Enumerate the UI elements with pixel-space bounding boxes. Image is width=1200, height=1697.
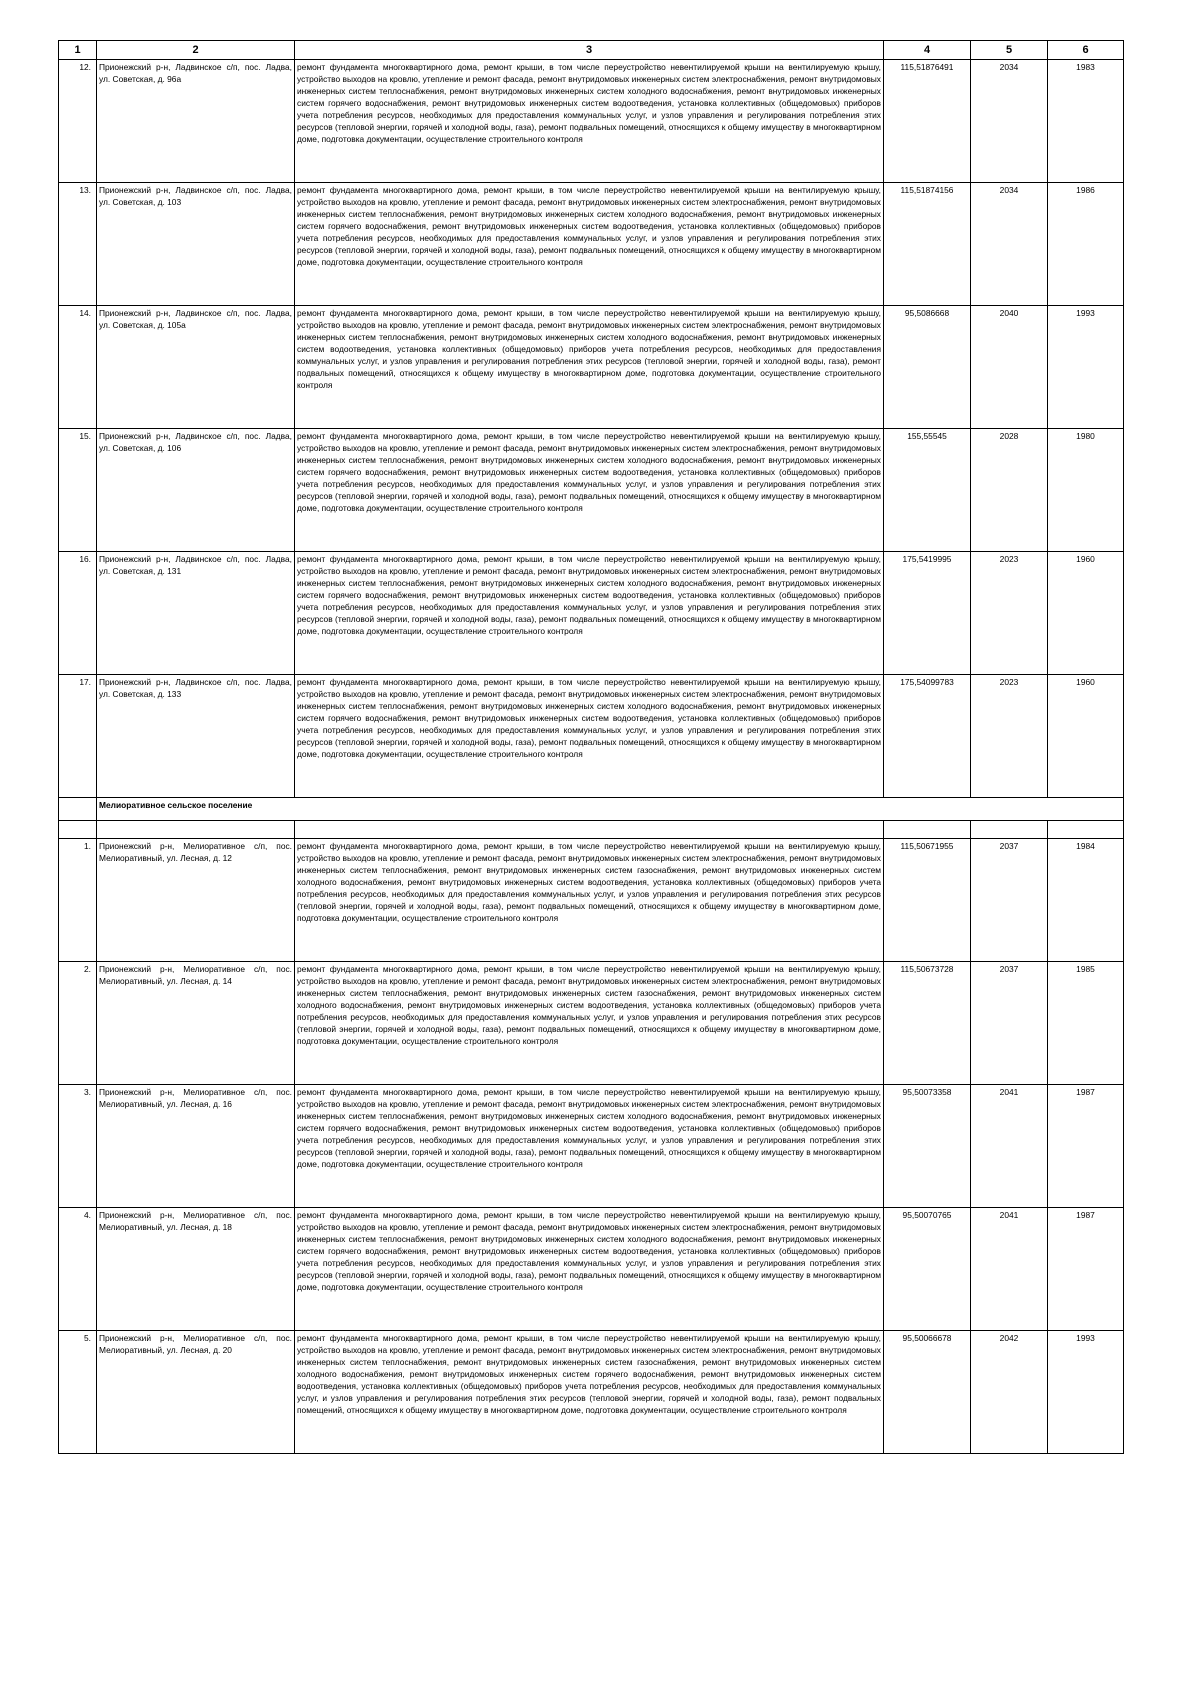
year-built: 1987: [1048, 1085, 1124, 1208]
planned-year: 2041: [971, 1085, 1048, 1208]
planned-year: 2028: [971, 429, 1048, 552]
year-built: 1987: [1048, 1208, 1124, 1331]
table-row: [59, 552, 1124, 675]
building-address: Прионежский р-н, Мелиоративное с/п, пос. Мелиоративный, ул. Лесная, д. 12: [97, 839, 295, 962]
building-address: Прионежский р-н, Ладвинское с/п, пос. Ладва, ул. Советская, д. 131: [97, 552, 295, 675]
cost-value: 115,50671955: [884, 839, 971, 962]
row-number: 16.: [59, 552, 97, 675]
row-number: 17.: [59, 675, 97, 798]
cost-value: 175,5419995: [884, 552, 971, 675]
table-row: [59, 429, 1124, 552]
empty-cell: [971, 821, 1048, 839]
repair-works: ремонт фундамента многоквартирного дома, ремонт крыши, в том числе переустройство невентилируемой крыши на вентилируемую крышу, устройство выходов на кровлю, утепление и ремонт фасада, ремонт внутридомовых инженерных систем электроснабжения, ремонт внутридомовых инженерных систем теплоснабжения, ремонт внутридомовых инженерных систем холодного водоснабжения, ремонт внутридомовых инженерных систем горячего водоснабжения, ремонт внутридомовых инженерных систем водоотведения, установка коллективных (общедомовых) приборов учета потребления ресурсов, необходимых для предоставления коммунальных услуг, и узлов управления и регулирования потребления этих ресурсов (тепловой энергии, горячей и холодной воды, газа), ремонт подвальных помещений, относящихся к общему имуществу в многоквартирном доме, подготовка документации, осуществление строительного контроля: [295, 60, 884, 183]
cost-value: 95,50070765: [884, 1208, 971, 1331]
section-title: Мелиоративное сельское поселение: [97, 798, 1124, 821]
year-built: 1984: [1048, 839, 1124, 962]
table-row: [59, 962, 1124, 1085]
row-number: 13.: [59, 183, 97, 306]
row-number: 12.: [59, 60, 97, 183]
repair-works: ремонт фундамента многоквартирного дома, ремонт крыши, в том числе переустройство невентилируемой крыши на вентилируемую крышу, устройство выходов на кровлю, утепление и ремонт фасада, ремонт внутридомовых инженерных систем электроснабжения, ремонт внутридомовых инженерных систем теплоснабжения, ремонт внутридомовых инженерных систем газоснабжения, ремонт внутридомовых инженерных систем холодного водоснабжения, ремонт внутридомовых инженерных систем водоотведения, установка коллективных (общедомовых) приборов учета потребления ресурсов, необходимых для предоставления коммунальных услуг, и узлов управления и регулирования потребления этих ресурсов (тепловой энергии, горячей и холодной воды, газа), ремонт подвальных помещений, относящихся к общему имуществу в многоквартирном доме, подготовка документации, осуществление строительного контроля: [295, 962, 884, 1085]
repair-works: ремонт фундамента многоквартирного дома, ремонт крыши, в том числе переустройство невентилируемой крыши на вентилируемую крышу, устройство выходов на кровлю, утепление и ремонт фасада, ремонт внутридомовых инженерных систем электроснабжения, ремонт внутридомовых инженерных систем теплоснабжения, ремонт внутридомовых инженерных систем холодного водоснабжения, ремонт внутридомовых инженерных систем горячего водоснабжения, ремонт внутридомовых инженерных систем водоотведения, установка коллективных (общедомовых) приборов учета потребления ресурсов, необходимых для предоставления коммунальных услуг, и узлов управления и регулирования потребления этих ресурсов (тепловой энергии, горячей и холодной воды, газа), ремонт подвальных помещений, относящихся к общему имуществу в многоквартирном доме, подготовка документации, осуществление строительного контроля: [295, 552, 884, 675]
cost-value: 115,50673728: [884, 962, 971, 1085]
table-row: [59, 1331, 1124, 1454]
repair-works: ремонт фундамента многоквартирного дома, ремонт крыши, в том числе переустройство невентилируемой крыши на вентилируемую крышу, устройство выходов на кровлю, утепление и ремонт фасада, ремонт внутридомовых инженерных систем электроснабжения, ремонт внутридомовых инженерных систем теплоснабжения, ремонт внутридомовых инженерных систем холодного водоснабжения, ремонт внутридомовых инженерных систем горячего водоснабжения, ремонт внутридомовых инженерных систем водоотведения, установка коллективных (общедомовых) приборов учета потребления ресурсов, необходимых для предоставления коммунальных услуг, и узлов управления и регулирования потребления этих ресурсов (тепловой энергии, горячей и холодной воды, газа), ремонт подвальных помещений, относящихся к общему имуществу в многоквартирном доме, подготовка документации, осуществление строительного контроля: [295, 1208, 884, 1331]
cost-value: 95,5086668: [884, 306, 971, 429]
building-address: Прионежский р-н, Ладвинское с/п, пос. Ладва, ул. Советская, д. 105а: [97, 306, 295, 429]
table-row: [59, 60, 1124, 183]
column-header-1: 1: [59, 41, 97, 60]
building-address: Прионежский р-н, Ладвинское с/п, пос. Ладва, ул. Советская, д. 133: [97, 675, 295, 798]
building-address: Прионежский р-н, Мелиоративное с/п, пос. Мелиоративный, ул. Лесная, д. 18: [97, 1208, 295, 1331]
building-address: Прионежский р-н, Мелиоративное с/п, пос. Мелиоративный, ул. Лесная, д. 16: [97, 1085, 295, 1208]
building-address: Прионежский р-н, Ладвинское с/п, пос. Ладва, ул. Советская, д. 103: [97, 183, 295, 306]
repair-works: ремонт фундамента многоквартирного дома, ремонт крыши, в том числе переустройство невентилируемой крыши на вентилируемую крышу, устройство выходов на кровлю, утепление и ремонт фасада, ремонт внутридомовых инженерных систем электроснабжения, ремонт внутридомовых инженерных систем теплоснабжения, ремонт внутридомовых инженерных систем холодного водоснабжения, ремонт внутридомовых инженерных систем водоотведения, установка коллективных (общедомовых) приборов учета потребления ресурсов, необходимых для предоставления коммунальных услуг, и узлов управления и регулирования потребления этих ресурсов (тепловой энергии, горячей и холодной воды, газа), ремонт подвальных помещений, относящихся к общему имуществу в многоквартирном доме, подготовка документации, осуществление строительного контроля: [295, 306, 884, 429]
row-number: 5.: [59, 1331, 97, 1454]
planned-year: 2034: [971, 183, 1048, 306]
cost-value: 115,51876491: [884, 60, 971, 183]
year-built: 1993: [1048, 1331, 1124, 1454]
cost-value: 95,50073358: [884, 1085, 971, 1208]
column-header-6: 6: [1048, 41, 1124, 60]
column-header-5: 5: [971, 41, 1048, 60]
year-built: 1960: [1048, 675, 1124, 798]
spacer-row: [59, 821, 1124, 839]
planned-year: 2041: [971, 1208, 1048, 1331]
repair-works: ремонт фундамента многоквартирного дома, ремонт крыши, в том числе переустройство невентилируемой крыши на вентилируемую крышу, устройство выходов на кровлю, утепление и ремонт фасада, ремонт внутридомовых инженерных систем электроснабжения, ремонт внутридомовых инженерных систем теплоснабжения, ремонт внутридомовых инженерных систем холодного водоснабжения, ремонт внутридомовых инженерных систем горячего водоснабжения, ремонт внутридомовых инженерных систем водоотведения, установка коллективных (общедомовых) приборов учета потребления ресурсов, необходимых для предоставления коммунальных услуг, и узлов управления и регулирования потребления этих ресурсов (тепловой энергии, горячей и холодной воды, газа), ремонт подвальных помещений, относящихся к общему имуществу в многоквартирном доме, подготовка документации, осуществление строительного контроля: [295, 183, 884, 306]
building-address: Прионежский р-н, Ладвинское с/п, пос. Ладва, ул. Советская, д. 106: [97, 429, 295, 552]
column-header-4: 4: [884, 41, 971, 60]
year-built: 1983: [1048, 60, 1124, 183]
planned-year: 2037: [971, 962, 1048, 1085]
row-number: 3.: [59, 1085, 97, 1208]
cost-value: 115,51874156: [884, 183, 971, 306]
building-address: Прионежский р-н, Мелиоративное с/п, пос. Мелиоративный, ул. Лесная, д. 14: [97, 962, 295, 1085]
planned-year: 2023: [971, 675, 1048, 798]
year-built: 1985: [1048, 962, 1124, 1085]
building-address: Прионежский р-н, Ладвинское с/п, пос. Ладва, ул. Советская, д. 96а: [97, 60, 295, 183]
planned-year: 2042: [971, 1331, 1048, 1454]
table-header-row: [59, 41, 1124, 60]
row-number: 14.: [59, 306, 97, 429]
table-row: [59, 839, 1124, 962]
row-number: 2.: [59, 962, 97, 1085]
year-built: 1993: [1048, 306, 1124, 429]
building-address: Прионежский р-н, Мелиоративное с/п, пос. Мелиоративный, ул. Лесная, д. 20: [97, 1331, 295, 1454]
repair-works: ремонт фундамента многоквартирного дома, ремонт крыши, в том числе переустройство невентилируемой крыши на вентилируемую крышу, устройство выходов на кровлю, утепление и ремонт фасада, ремонт внутридомовых инженерных систем электроснабжения, ремонт внутридомовых инженерных систем теплоснабжения, ремонт внутридомовых инженерных систем холодного водоснабжения, ремонт внутридомовых инженерных систем горячего водоснабжения, ремонт внутридомовых инженерных систем водоотведения, установка коллективных (общедомовых) приборов учета потребления ресурсов, необходимых для предоставления коммунальных услуг, и узлов управления и регулирования потребления этих ресурсов (тепловой энергии, горячей и холодной воды, газа), ремонт подвальных помещений, относящихся к общему имуществу в многоквартирном доме, подготовка документации, осуществление строительного контроля: [295, 429, 884, 552]
repair-works: ремонт фундамента многоквартирного дома, ремонт крыши, в том числе переустройство невентилируемой крыши на вентилируемую крышу, устройство выходов на кровлю, утепление и ремонт фасада, ремонт внутридомовых инженерных систем электроснабжения, ремонт внутридомовых инженерных систем теплоснабжения, ремонт внутридомовых инженерных систем холодного водоснабжения, ремонт внутридомовых инженерных систем горячего водоснабжения, ремонт внутридомовых инженерных систем водоотведения, установка коллективных (общедомовых) приборов учета потребления ресурсов, необходимых для предоставления коммунальных услуг, и узлов управления и регулирования потребления этих ресурсов (тепловой энергии, горячей и холодной воды, газа), ремонт подвальных помещений, относящихся к общему имуществу в многоквартирном доме, подготовка документации, осуществление строительного контроля: [295, 675, 884, 798]
empty-cell: [97, 821, 295, 839]
repair-works: ремонт фундамента многоквартирного дома, ремонт крыши, в том числе переустройство невентилируемой крыши на вентилируемую крышу, устройство выходов на кровлю, утепление и ремонт фасада, ремонт внутридомовых инженерных систем электроснабжения, ремонт внутридомовых инженерных систем теплоснабжения, ремонт внутридомовых инженерных систем холодного водоснабжения, ремонт внутридомовых инженерных систем горячего водоснабжения, ремонт внутридомовых инженерных систем водоотведения, установка коллективных (общедомовых) приборов учета потребления ресурсов, необходимых для предоставления коммунальных услуг, и узлов управления и регулирования потребления этих ресурсов (тепловой энергии, горячей и холодной воды, газа), ремонт подвальных помещений, относящихся к общему имуществу в многоквартирном доме, подготовка документации, осуществление строительного контроля: [295, 1085, 884, 1208]
planned-year: 2040: [971, 306, 1048, 429]
year-built: 1960: [1048, 552, 1124, 675]
row-number: 4.: [59, 1208, 97, 1331]
column-header-2: 2: [97, 41, 295, 60]
section-header-row: [59, 798, 1124, 821]
document-page: [58, 40, 1123, 1454]
repair-program-table: [58, 40, 1124, 1454]
empty-cell: [1048, 821, 1124, 839]
cost-value: 95,50066678: [884, 1331, 971, 1454]
section-number-cell: [59, 798, 97, 821]
table-row: [59, 183, 1124, 306]
repair-works: ремонт фундамента многоквартирного дома, ремонт крыши, в том числе переустройство невентилируемой крыши на вентилируемую крышу, устройство выходов на кровлю, утепление и ремонт фасада, ремонт внутридомовых инженерных систем электроснабжения, ремонт внутридомовых инженерных систем теплоснабжения, ремонт внутридомовых инженерных систем газоснабжения, ремонт внутридомовых инженерных систем холодного водоснабжения, ремонт внутридомовых инженерных систем горячего водоснабжения, ремонт внутридомовых инженерных систем водоотведения, установка коллективных (общедомовых) приборов учета потребления ресурсов, необходимых для предоставления коммунальных услуг, и узлов управления и регулирования потребления этих ресурсов (тепловой энергии, горячей и холодной воды, газа), ремонт подвальных помещений, относящихся к общему имуществу в многоквартирном доме, подготовка документации, осуществление строительного контроля: [295, 1331, 884, 1454]
table-row: [59, 1085, 1124, 1208]
cost-value: 175,54099783: [884, 675, 971, 798]
planned-year: 2023: [971, 552, 1048, 675]
year-built: 1980: [1048, 429, 1124, 552]
repair-works: ремонт фундамента многоквартирного дома, ремонт крыши, в том числе переустройство невентилируемой крыши на вентилируемую крышу, устройство выходов на кровлю, утепление и ремонт фасада, ремонт внутридомовых инженерных систем электроснабжения, ремонт внутридомовых инженерных систем теплоснабжения, ремонт внутридомовых инженерных систем газоснабжения, ремонт внутридомовых инженерных систем холодного водоснабжения, ремонт внутридомовых инженерных систем водоотведения, установка коллективных (общедомовых) приборов учета потребления ресурсов, необходимых для предоставления коммунальных услуг, и узлов управления и регулирования потребления этих ресурсов (тепловой энергии, горячей и холодной воды, газа), ремонт подвальных помещений, относящихся к общему имуществу в многоквартирном доме, подготовка документации, осуществление строительного контроля: [295, 839, 884, 962]
planned-year: 2037: [971, 839, 1048, 962]
empty-cell: [884, 821, 971, 839]
table-row: [59, 675, 1124, 798]
table-row: [59, 306, 1124, 429]
empty-cell: [59, 821, 97, 839]
column-header-3: 3: [295, 41, 884, 60]
planned-year: 2034: [971, 60, 1048, 183]
cost-value: 155,55545: [884, 429, 971, 552]
year-built: 1986: [1048, 183, 1124, 306]
row-number: 1.: [59, 839, 97, 962]
row-number: 15.: [59, 429, 97, 552]
table-row: [59, 1208, 1124, 1331]
empty-cell: [295, 821, 884, 839]
